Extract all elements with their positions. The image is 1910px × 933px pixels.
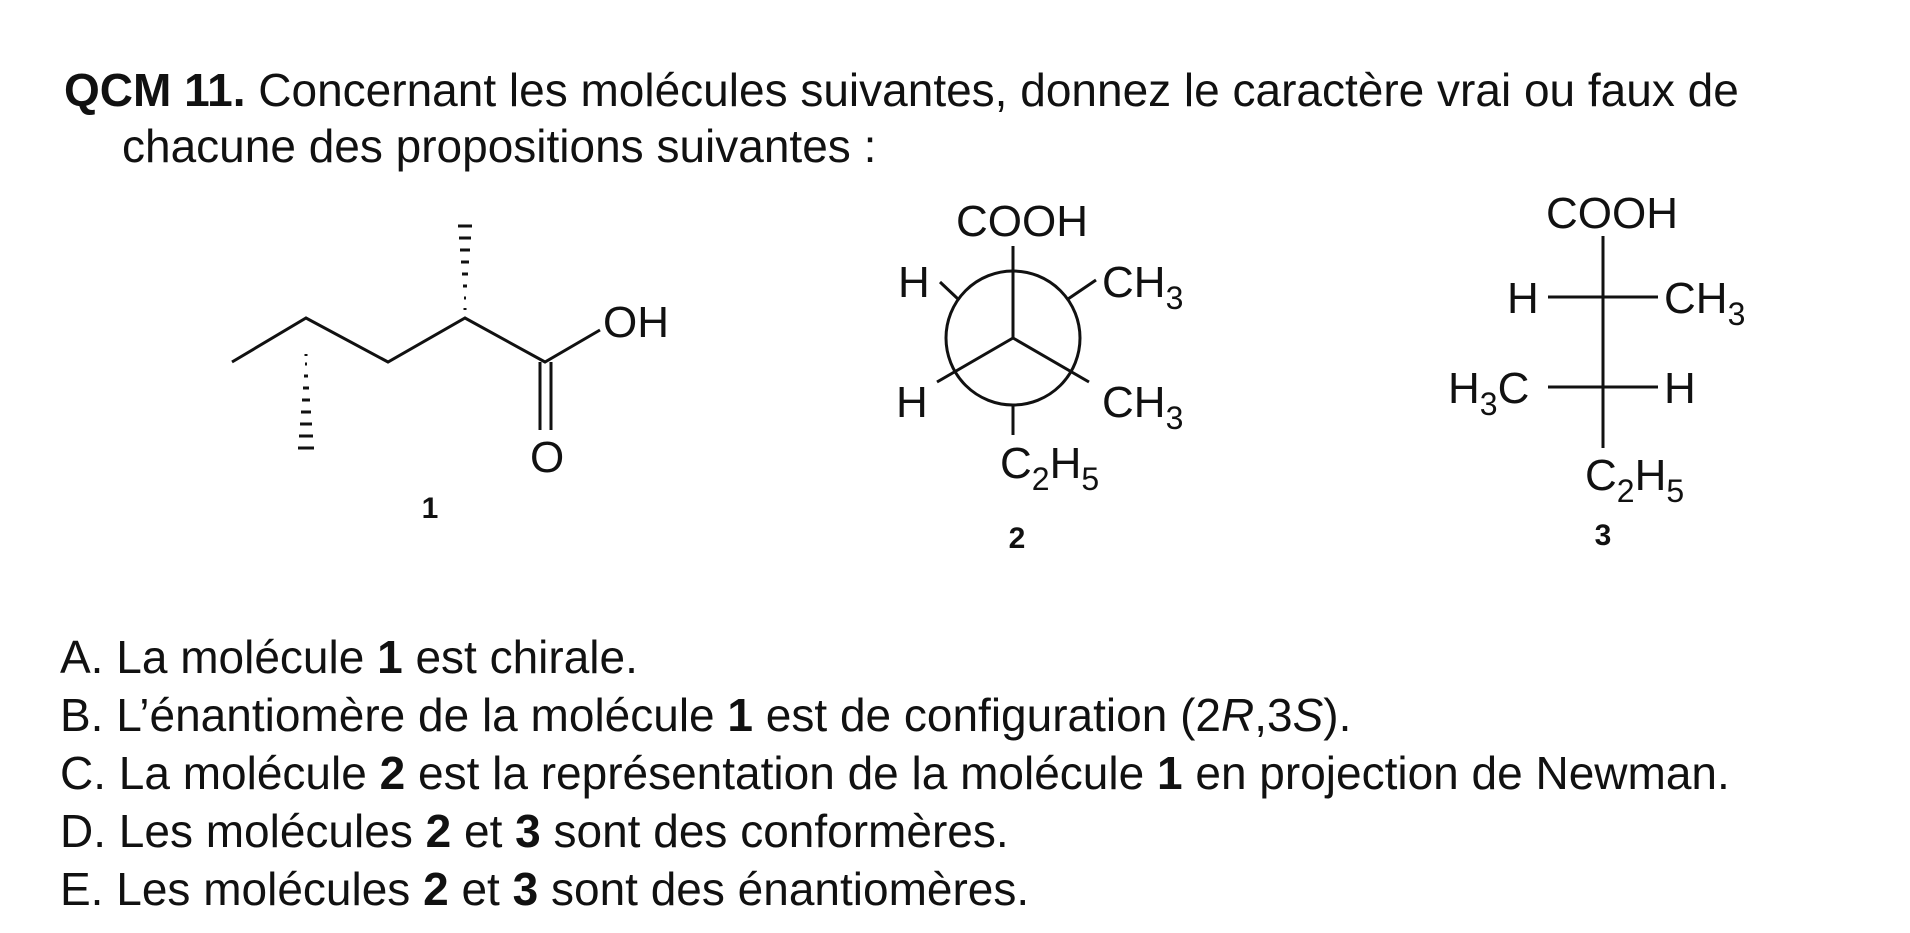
molecule-1-oh-label: OH (603, 298, 669, 347)
option-text: Les molécules (118, 805, 413, 857)
molecule-ref: 2 (379, 747, 406, 799)
option-d (60, 802, 1730, 860)
molecule-ref: 3 (515, 805, 541, 857)
option-text: La molécule (116, 631, 365, 683)
molecule-1-hashed-wedge-top (458, 226, 472, 310)
molecule-ref: 2 (425, 805, 452, 857)
molecule-2 (937, 246, 1096, 435)
molecule-2-lower-left-label: H (896, 378, 928, 427)
option-text: ). (1323, 689, 1352, 741)
molecule-3-bottom-h: H (1634, 451, 1667, 500)
molecule-ref: 3 (512, 863, 539, 915)
molecule-3-row2-left-h: H (1448, 364, 1480, 413)
option-letter: E. (60, 863, 104, 915)
option-text: Les molécules (116, 863, 411, 915)
option-text: sont des conformères. (553, 805, 1009, 857)
configuration-s: S (1292, 689, 1324, 741)
molecule-2-upper-right-label (1102, 258, 1183, 316)
molecule-ref: 2 (423, 863, 449, 915)
molecule-2-bottom-sub1: 2 (1031, 461, 1050, 497)
molecule-2-upper-left-label: H (898, 258, 930, 307)
molecule-ref: 1 (1156, 747, 1183, 799)
molecule-2-upper-right-sub: 3 (1165, 280, 1184, 316)
molecule-1-skeleton (232, 318, 600, 362)
option-letter: A. (60, 631, 104, 683)
molecule-1-hashed-wedge-bottom (298, 354, 314, 448)
molecule-ref: 1 (377, 631, 403, 683)
molecule-2-top-label: COOH (956, 197, 1088, 246)
option-text: sont des énantiomères. (550, 863, 1030, 915)
molecule-3-row1-left-label: H (1507, 274, 1539, 323)
option-text: La molécule (118, 747, 367, 799)
option-b (60, 686, 1730, 744)
option-text: est chirale. (415, 631, 638, 683)
molecule-3-number: 3 (1594, 519, 1612, 552)
molecule-3-row1-right-ch: CH (1664, 274, 1728, 323)
molecule-2-lower-right-sub: 3 (1165, 400, 1184, 436)
option-text: en projection de Newman. (1195, 747, 1730, 799)
molecule-3-bottom-sub2: 5 (1666, 473, 1685, 509)
question-label: QCM 11. (64, 64, 246, 116)
configuration-r: R (1220, 689, 1255, 741)
newman-back-bond-upper-right (1068, 280, 1096, 299)
option-text: ,3 (1254, 689, 1293, 741)
molecule-3-row2-right-label: H (1664, 364, 1696, 413)
molecule-2-number: 2 (1008, 522, 1026, 555)
molecule-2-bottom-c: C (1000, 439, 1032, 488)
molecule-2-bottom-sub2: 5 (1081, 461, 1100, 497)
option-a (60, 628, 1730, 686)
molecule-2-upper-right-ch: CH (1102, 258, 1166, 307)
molecule-1-number: 1 (421, 492, 439, 525)
molecule-3-row2-left-c: C (1497, 364, 1530, 413)
option-e (60, 860, 1730, 918)
molecule-3-bottom-label (1585, 451, 1684, 509)
molecule-2-lower-right-label (1102, 378, 1183, 436)
molecule-3-row1-right-sub: 3 (1727, 296, 1746, 332)
newman-back-bond-upper-left (940, 282, 958, 299)
option-letter: B. (60, 689, 104, 741)
option-letter: C. (60, 747, 106, 799)
molecule-3 (1548, 236, 1658, 448)
molecule-3-bottom-sub1: 2 (1616, 473, 1635, 509)
question-text-line2: chacune des propositions suivantes : (122, 120, 877, 172)
molecule-2-lower-right-ch: CH (1102, 378, 1166, 427)
molecule-3-row1-right-label (1664, 274, 1745, 332)
option-text: L’énantiomère de la molécule (116, 689, 715, 741)
answer-options (60, 628, 1730, 918)
option-text: et (463, 805, 503, 857)
option-text: et (461, 863, 500, 915)
option-c (60, 744, 1730, 802)
molecule-2-bottom-label (1000, 439, 1099, 497)
molecule-2-bottom-h: H (1049, 439, 1082, 488)
molecule-3-top-label: COOH (1546, 189, 1678, 238)
molecule-3-bottom-c: C (1585, 451, 1617, 500)
option-text: est de configuration (2 (765, 689, 1221, 741)
molecule-3-row2-left-sub: 3 (1479, 386, 1498, 422)
molecule-3-row2-left-label (1448, 364, 1529, 422)
option-letter: D. (60, 805, 106, 857)
option-text: est la représentation de la molécule (417, 747, 1145, 799)
molecule-1-o-label: O (530, 433, 565, 482)
molecule-ref: 1 (727, 689, 754, 741)
question-text-line1: Concernant les molécules suivantes, donnez le caractère vrai ou faux de (258, 64, 1739, 116)
molecule-1 (232, 226, 600, 448)
